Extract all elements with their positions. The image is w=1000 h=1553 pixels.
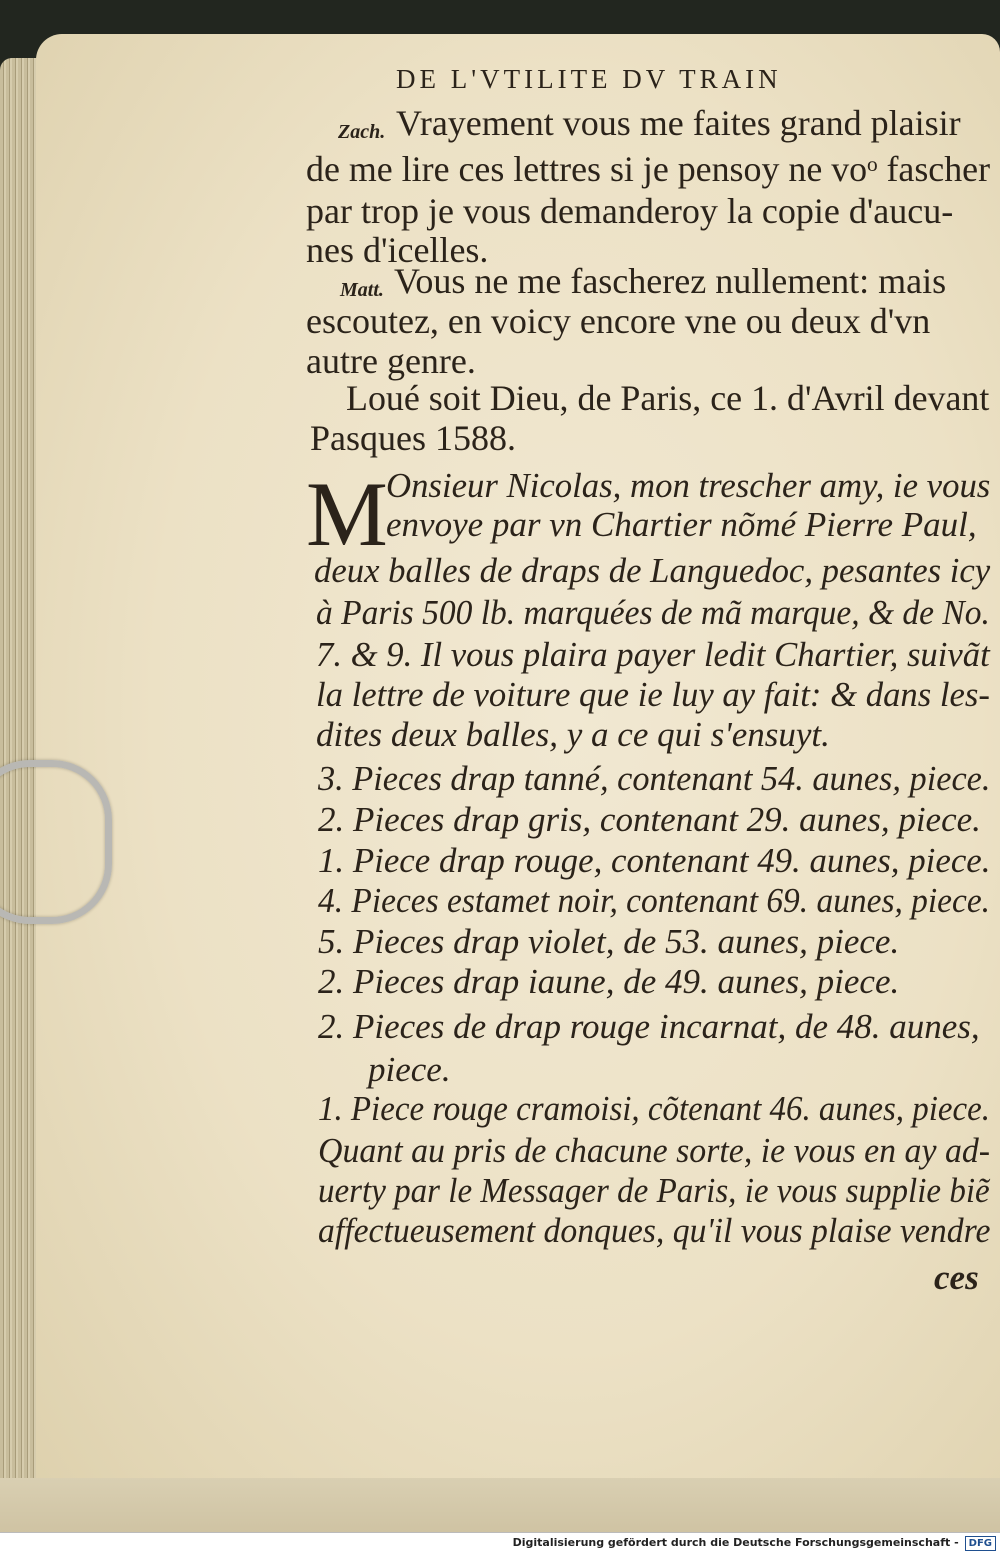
- dialogue-line: nes d'icelles.: [306, 230, 489, 270]
- letter-line: à Paris 500 lb. marquées de mã marque, & de No.: [316, 593, 990, 632]
- dialogue-line: Vrayement vous me faites grand plaisir: [396, 103, 961, 143]
- catchword: ces: [934, 1258, 979, 1297]
- speaker-matt: Matt.: [340, 279, 384, 301]
- goods-item: 2. Pieces de drap rouge incarnat, de 48. aunes,: [318, 1007, 980, 1046]
- drop-cap: M: [306, 463, 388, 565]
- letter-line: 7. & 9. Il vous plaira payer ledit Chartier, suivãt: [316, 635, 990, 674]
- goods-item: 4. Pieces estamet noir, contenant 69. aunes, piece.: [318, 881, 991, 920]
- letter-line: affectueusement donques, qu'il vous plaise vendre: [318, 1211, 991, 1250]
- paper-clip-icon: [0, 760, 112, 924]
- dialogue-line: autre genre.: [306, 341, 476, 381]
- speaker-zach: Zach.: [338, 121, 386, 143]
- goods-item: 3. Pieces drap tanné, contenant 54. aunes, piece.: [318, 759, 991, 798]
- dateline: Loué soit Dieu, de Paris, ce 1. d'Avril devant: [346, 378, 990, 418]
- letter-line: uerty par le Messager de Paris, ie vous supplie biẽ: [318, 1171, 990, 1210]
- goods-item: 1. Piece drap rouge, contenant 49. aunes, piece.: [318, 841, 991, 880]
- goods-item: piece.: [368, 1050, 451, 1089]
- footer-credit: Digitalisierung gefördert durch die Deutsche Forschungsgemeinschaft -: [512, 1536, 959, 1549]
- digitization-footer: [0, 1532, 1000, 1553]
- letter-line: dites deux balles, y a ce qui s'ensuyt.: [316, 715, 830, 754]
- dialogue-line: escoutez, en voicy encore vne ou deux d'vn: [306, 301, 931, 341]
- dialogue-line: Vous ne me fascherez nullement: mais: [394, 261, 947, 301]
- goods-item: 1. Piece rouge cramoisi, cõtenant 46. aunes, piece.: [318, 1089, 990, 1128]
- letter-line: Quant au pris de chacune sorte, ie vous en ay ad-: [318, 1131, 991, 1170]
- dialogue-line: de me lire ces lettres si je pensoy ne voᵒ fascher: [306, 149, 991, 189]
- dfg-logo: DFG: [965, 1536, 996, 1551]
- goods-item: 5. Pieces drap violet, de 53. aunes, piece.: [318, 922, 900, 961]
- dateline: Pasques 1588.: [310, 418, 516, 458]
- letter-line: deux balles de draps de Languedoc, pesantes icy: [314, 551, 991, 590]
- goods-item: 2. Pieces drap iaune, de 49. aunes, piece.: [318, 962, 900, 1001]
- page-bottom-edge: [0, 1478, 1000, 1532]
- running-header: DE L'VTILITE DV TRAIN: [396, 64, 782, 94]
- letter-line: Onsieur Nicolas, mon trescher amy, ie vous: [386, 466, 991, 505]
- goods-item: 2. Pieces drap gris, contenant 29. aunes, piece.: [318, 800, 981, 839]
- dialogue-line: par trop je vous demanderoy la copie d'aucu-: [306, 191, 954, 231]
- letter-line: la lettre de voiture que ie luy ay fait: & dans les-: [316, 675, 990, 714]
- letter-line: envoye par vn Chartier nõmé Pierre Paul,: [386, 505, 977, 544]
